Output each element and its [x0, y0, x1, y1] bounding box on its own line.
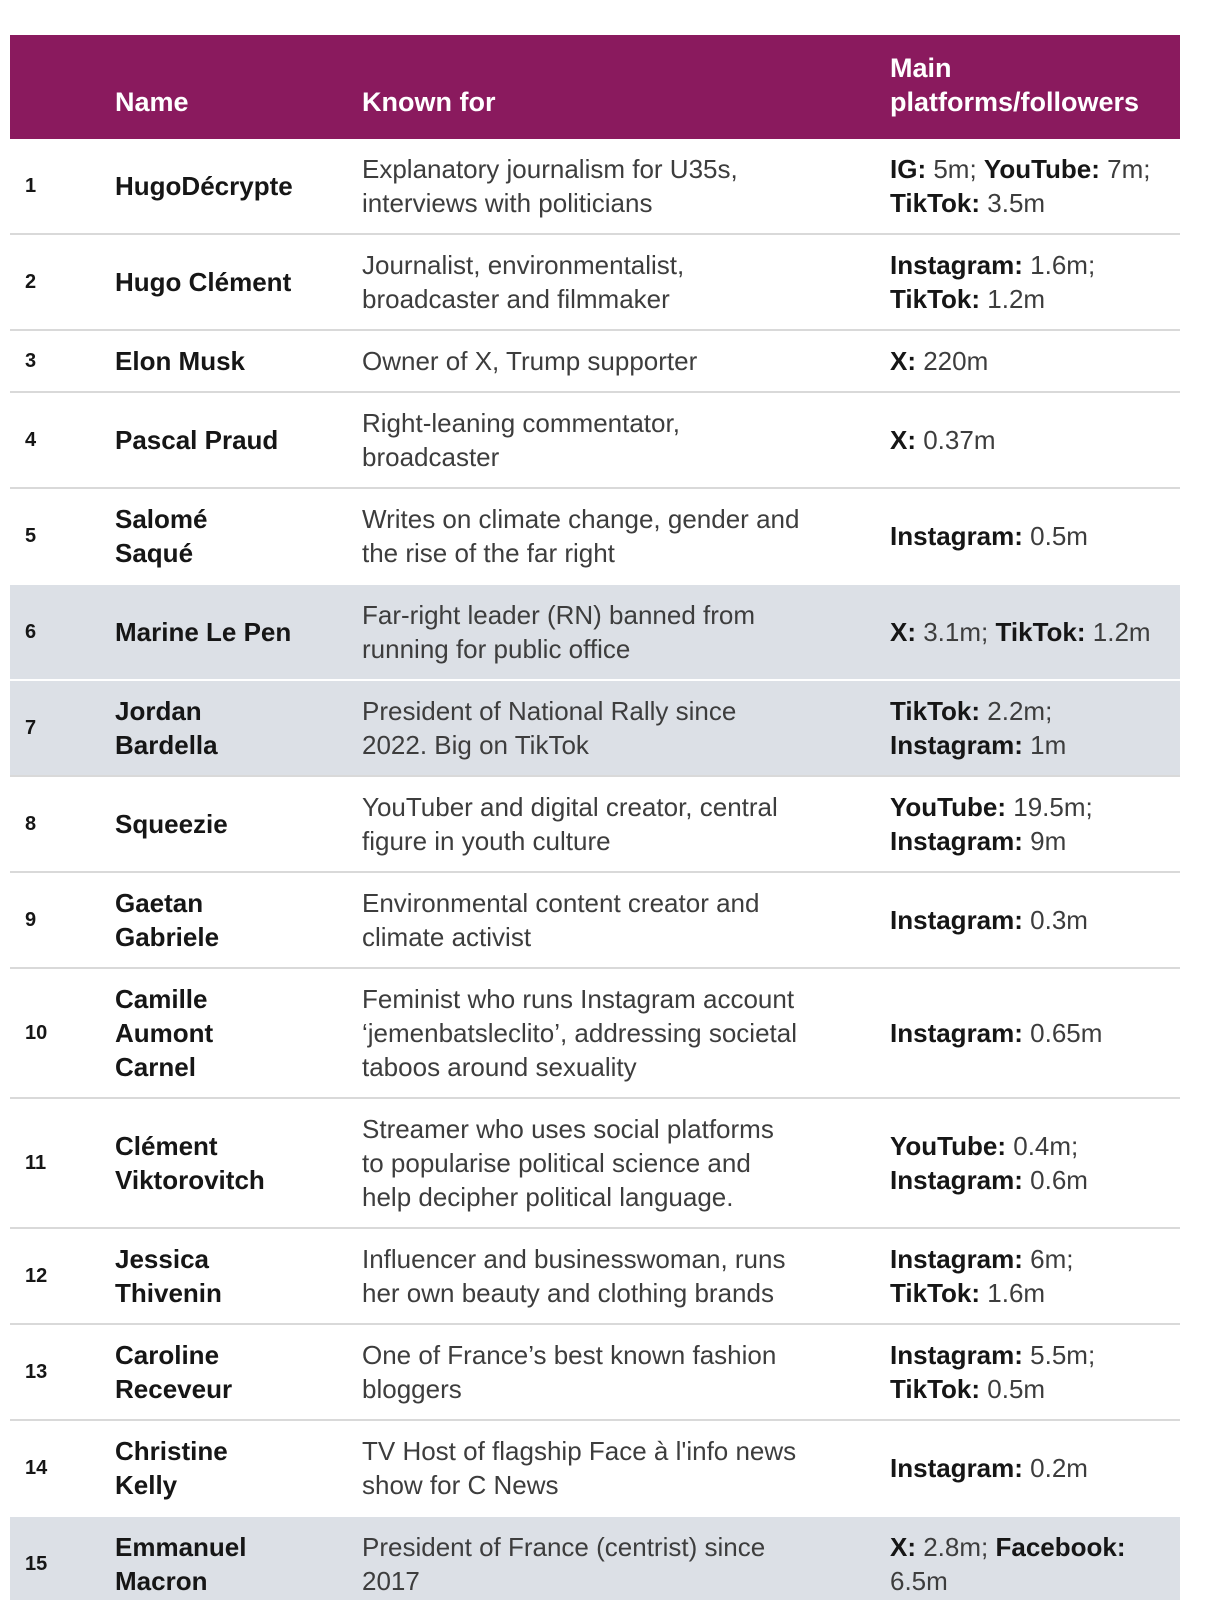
table-body	[10, 139, 1180, 1600]
influencers-table	[10, 35, 1180, 1600]
platforms-text: Instagram: 6m; TikTok: 1.6m	[890, 1228, 1180, 1324]
known-for-text: TV Host of flagship Face à l'info news show for C News	[362, 1420, 890, 1516]
row-number: 2	[10, 234, 115, 330]
row-number: 9	[10, 872, 115, 968]
table-row	[10, 1228, 1180, 1324]
person-name: Squeezie	[115, 776, 362, 872]
table-row	[10, 234, 1180, 330]
platforms-text: Instagram: 0.3m	[890, 872, 1180, 968]
table-row	[10, 1324, 1180, 1420]
table-row	[10, 872, 1180, 968]
table-row	[10, 1516, 1180, 1600]
platforms-text: X: 2.8m; Facebook: 6.5m	[890, 1516, 1180, 1600]
known-for-text: President of National Rally since 2022. Big on TikTok	[362, 680, 890, 776]
platforms-text: YouTube: 0.4m; Instagram: 0.6m	[890, 1098, 1180, 1228]
platforms-text: X: 3.1m; TikTok: 1.2m	[890, 584, 1180, 680]
known-for-text: Influencer and businesswoman, runs her own beauty and clothing brands	[362, 1228, 890, 1324]
row-number: 6	[10, 584, 115, 680]
known-for-text: Owner of X, Trump supporter	[362, 330, 890, 392]
platforms-text: YouTube: 19.5m; Instagram: 9m	[890, 776, 1180, 872]
platforms-text: Instagram: 5.5m; TikTok: 0.5m	[890, 1324, 1180, 1420]
person-name: HugoDécrypte	[115, 139, 362, 234]
person-name: Clément Viktorovitch	[115, 1098, 362, 1228]
known-for-text: Right-leaning commentator, broadcaster	[362, 392, 890, 488]
person-name: Salomé Saqué	[115, 488, 362, 584]
row-number: 10	[10, 968, 115, 1098]
header-cell-name: Name	[115, 35, 362, 139]
person-name: Gaetan Gabriele	[115, 872, 362, 968]
table-row	[10, 1420, 1180, 1516]
known-for-text: Feminist who runs Instagram account ‘jemenbatsleclito’, addressing societal taboos around sexuality	[362, 968, 890, 1098]
platforms-text: X: 220m	[890, 330, 1180, 392]
table-row	[10, 584, 1180, 680]
table-row	[10, 680, 1180, 776]
platforms-text: Instagram: 0.5m	[890, 488, 1180, 584]
table-row	[10, 1098, 1180, 1228]
table-header	[10, 35, 1180, 139]
row-number: 3	[10, 330, 115, 392]
row-number: 4	[10, 392, 115, 488]
table-row	[10, 488, 1180, 584]
table-row	[10, 139, 1180, 234]
platforms-text: Instagram: 0.65m	[890, 968, 1180, 1098]
row-number: 15	[10, 1516, 115, 1600]
header-cell-rank	[10, 35, 115, 139]
known-for-text: Explanatory journalism for U35s, interviews with politicians	[362, 139, 890, 234]
known-for-text: YouTuber and digital creator, central figure in youth culture	[362, 776, 890, 872]
row-number: 1	[10, 139, 115, 234]
person-name: Emmanuel Macron	[115, 1516, 362, 1600]
influencers-table-wrap	[10, 35, 1180, 1600]
platforms-text: Instagram: 1.6m; TikTok: 1.2m	[890, 234, 1180, 330]
row-number: 8	[10, 776, 115, 872]
row-number: 7	[10, 680, 115, 776]
known-for-text: Writes on climate change, gender and the rise of the far right	[362, 488, 890, 584]
table-row	[10, 330, 1180, 392]
row-number: 14	[10, 1420, 115, 1516]
known-for-text: One of France’s best known fashion bloggers	[362, 1324, 890, 1420]
platforms-text: X: 0.37m	[890, 392, 1180, 488]
person-name: Elon Musk	[115, 330, 362, 392]
table-row	[10, 392, 1180, 488]
row-number: 11	[10, 1098, 115, 1228]
known-for-text: Journalist, environmentalist, broadcaster and filmmaker	[362, 234, 890, 330]
person-name: Jordan Bardella	[115, 680, 362, 776]
person-name: Camille Aumont Carnel	[115, 968, 362, 1098]
platforms-text: Instagram: 0.2m	[890, 1420, 1180, 1516]
known-for-text: Environmental content creator and climate activist	[362, 872, 890, 968]
table-row	[10, 776, 1180, 872]
person-name: Jessica Thivenin	[115, 1228, 362, 1324]
known-for-text: Streamer who uses social platforms to popularise political science and help decipher political language.	[362, 1098, 890, 1228]
person-name: Hugo Clément	[115, 234, 362, 330]
person-name: Caroline Receveur	[115, 1324, 362, 1420]
header-cell-known-for: Known for	[362, 35, 890, 139]
person-name: Pascal Praud	[115, 392, 362, 488]
platforms-text: TikTok: 2.2m; Instagram: 1m	[890, 680, 1180, 776]
header-cell-platforms: Main platforms/followers	[890, 35, 1180, 139]
row-number: 5	[10, 488, 115, 584]
person-name: Marine Le Pen	[115, 584, 362, 680]
person-name: Christine Kelly	[115, 1420, 362, 1516]
header-row	[10, 35, 1180, 139]
table-row	[10, 968, 1180, 1098]
known-for-text: President of France (centrist) since 2017	[362, 1516, 890, 1600]
row-number: 13	[10, 1324, 115, 1420]
row-number: 12	[10, 1228, 115, 1324]
platforms-text: IG: 5m; YouTube: 7m; TikTok: 3.5m	[890, 139, 1180, 234]
known-for-text: Far-right leader (RN) banned from running for public office	[362, 584, 890, 680]
